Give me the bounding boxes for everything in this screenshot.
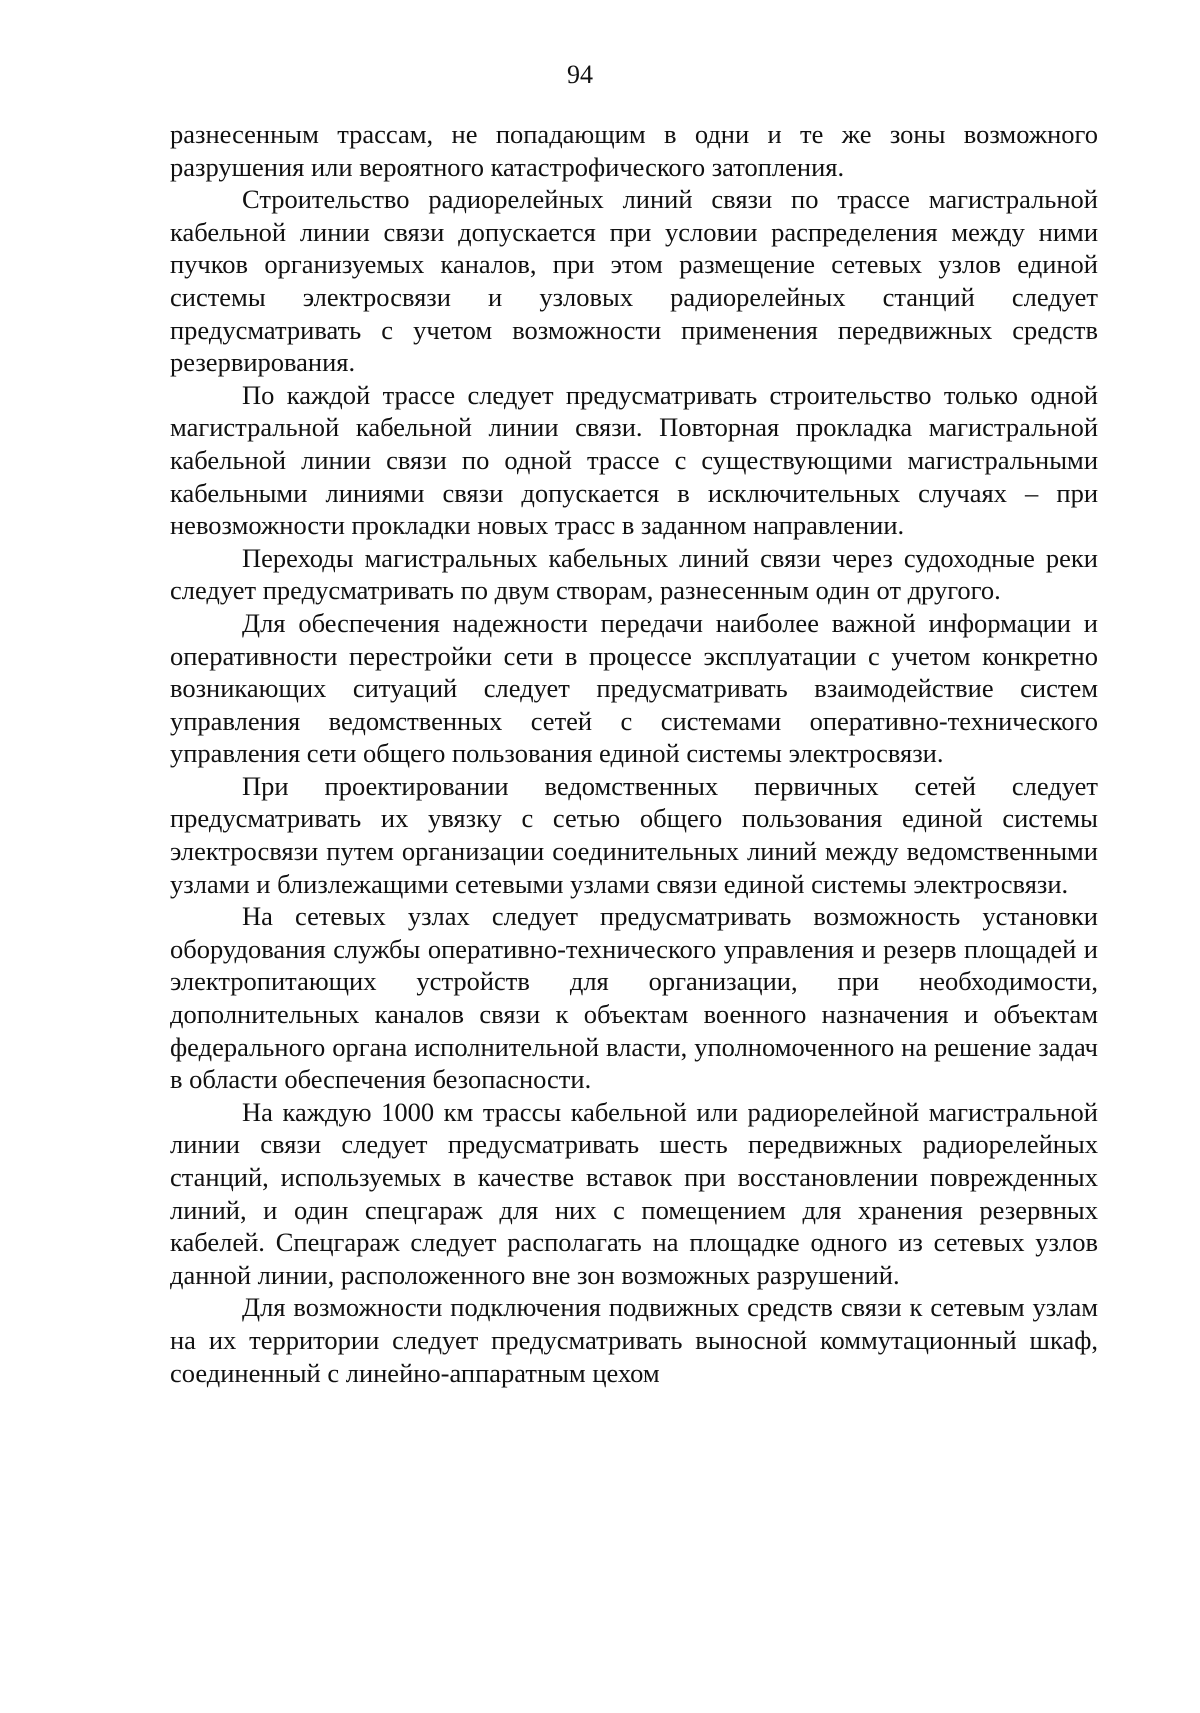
paragraph-continuation: разнесенным трассам, не попадающим в одни и те же зоны возможного разрушения или вероятного катастрофического затопления. [170,119,1098,182]
document-body [170,118,1098,1389]
paragraph-mobile-connection: Для возможности подключения подвижных средств связи к сетевым узлам на их территории следует предусматривать выносной коммутационный шкаф, соединенный с линейно-аппаратным цехом [170,1292,1098,1388]
paragraph-single-cable-route: По каждой трассе следует предусматривать строительство только одной магистральной кабельной линии связи. Повторная прокладка магистральной кабельной линии связи по одной трассе с существующими магистральными кабельными линиями связи допускается в исключительных случаях – при невозможности прокладки новых трасс в заданном направлении. [170,379,1098,541]
paragraph-radio-relay-lines: Строительство радиорелейных линий связи по трассе магистральной кабельной линии связи допускается при условии распределения между ними пучков организуемых каналов, при этом размещение сетевых узлов единой системы электросвязи и узловых радиорелейных станций следует предусматривать с учетом возможности применения передвижных средств резервирования. [170,184,1098,378]
paragraph-network-nodes: На сетевых узлах следует предусматривать возможность установки оборудования службы оперативно-технического управления и резерв площадей и электропитающих устройств для организации, при необходимости, дополнительных каналов связи к объектам военного назначения и объектам федерального органа исполнительной власти, уполномоченного на решение задач в области обеспечения безопасности. [170,901,1098,1095]
paragraph-network-management: Для обеспечения надежности передачи наиболее важной информации и оперативности перестройки сети в процессе эксплуатации с учетом конкретно возникающих ситуаций следует предусматривать взаимодействие систем управления ведомственных сетей с системами оперативно-технического управления сети общего пользования единой системы электросвязи. [170,607,1098,769]
page-number: 94 [567,60,593,89]
paragraph-mobile-stations: На каждую 1000 км трассы кабельной или радиорелейной магистральной линии связи следует предусматривать шесть передвижных радиорелейных станций, используемых в качестве вставок при восстановлении поврежденных линий, и один спецгараж для них с помещением для хранения резервных кабелей. Спецгараж следует располагать на площадке одного из сетевых узлов данной линии, расположенного вне зон возможных разрушений. [170,1096,1098,1290]
paragraph-river-crossings: Переходы магистральных кабельных линий связи через судоходные реки следует предусматривать по двум створам, разнесенным один от другого. [170,542,1098,606]
paragraph-departmental-networks: При проектировании ведомственных первичных сетей следует предусматривать их увязку с сетью общего пользования единой системы электросвязи путем организации соединительных линий между ведомственными узлами и близлежащими сетевыми узлами связи единой системы электросвязи. [170,770,1098,899]
